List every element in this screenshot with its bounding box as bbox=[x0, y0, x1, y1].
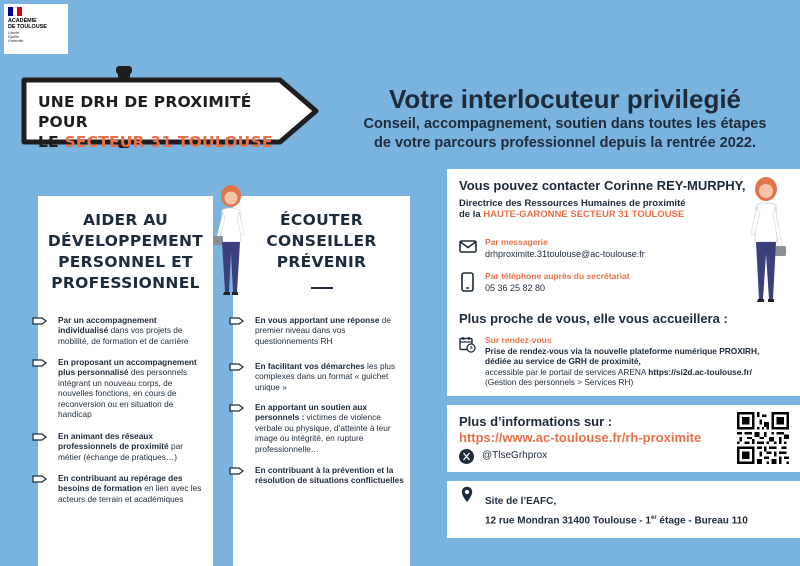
mail-label: Par messagerie bbox=[485, 237, 548, 247]
phone-number[interactable]: 05 36 25 82 80 bbox=[485, 283, 546, 293]
rdv-label: Sur rendez-vous bbox=[485, 335, 552, 345]
list-item: En animant des réseaux professionnels de proximité par métier (échange de pratiques…) bbox=[58, 431, 183, 462]
social-handle-link[interactable]: @TlseGrhprox bbox=[482, 450, 548, 461]
list-item: En proposant un accompagnement plus personnalisé des personnels intégrant un nouveau corps, de nouvelles fonctions, en cours de reconversion ou en situation de handicap bbox=[58, 357, 197, 420]
card-ecouter-heading: ÉCOUTER CONSEILLER PRÉVENIR bbox=[266, 211, 377, 271]
contact-role: Directrice des Ressources Humaines de proximité de la HAUTE-GARONNE SECTEUR 31 TOULOUSE bbox=[459, 198, 686, 220]
address-text: Site de l’EAFC, 12 rue Mondran 31400 Toulouse - 1er étage - Bureau 110 bbox=[485, 496, 748, 527]
bullet-tag-icon bbox=[32, 475, 47, 483]
info-url-link[interactable]: https://www.ac-toulouse.fr/rh-proximite bbox=[459, 430, 702, 445]
x-twitter-icon bbox=[459, 449, 474, 464]
list-item: En facilitant vos démarches les plus complexes dans un format « guichet unique » bbox=[255, 361, 396, 392]
signpost-cap bbox=[116, 66, 132, 74]
main-title: Votre interlocuteur privilegié bbox=[388, 84, 742, 114]
heading-divider bbox=[311, 287, 333, 289]
info-heading: Plus d’informations sur : bbox=[459, 414, 613, 429]
closer-heading: Plus proche de vous, elle vous accueillera : bbox=[459, 311, 728, 326]
bullet-tag-icon bbox=[229, 317, 244, 325]
academie-logo bbox=[4, 4, 68, 54]
mail-link[interactable]: drhproximite.31toulouse@ac-toulouse.fr bbox=[485, 249, 645, 259]
bullet-tag-icon bbox=[32, 317, 47, 325]
card-aider-heading: AIDER AU DÉVELOPPEMENT PERSONNEL ET PROFESSIONNEL bbox=[47, 211, 204, 292]
bullet-tag-icon bbox=[32, 359, 47, 367]
contact-heading: Vous pouvez contacter Corinne REY-MURPHY, bbox=[459, 178, 746, 193]
sign-line2: LE SECTEUR 31 TOULOUSE bbox=[38, 133, 273, 151]
phone-icon bbox=[461, 272, 474, 292]
logo-line1: ACADÉMIE bbox=[8, 18, 37, 24]
qr-code-icon bbox=[737, 412, 789, 464]
signpost-text bbox=[38, 92, 298, 152]
list-item: Par un accompagnement individualisé dans vos projets de mobilité, de formation et de carrière bbox=[58, 315, 189, 346]
calendar-clock-icon bbox=[459, 336, 476, 353]
bullet-tag-icon bbox=[229, 404, 244, 412]
list-item: En vous apportant une réponse de premier niveau dans vos questionnements RH bbox=[255, 315, 392, 346]
french-flag-icon bbox=[8, 7, 22, 16]
woman-illustration bbox=[210, 184, 252, 302]
logo-motto: Liberté Égalité Fraternité bbox=[8, 31, 24, 43]
arena-link[interactable]: https://si2d.ac-toulouse.fr/ bbox=[648, 366, 752, 377]
sign-line1: UNE DRH DE PROXIMITÉ POUR bbox=[38, 93, 252, 131]
phone-label: Par téléphone auprès du secrétariat bbox=[485, 271, 630, 281]
main-subtitle: Conseil, accompagnement, soutien dans toutes les étapes de votre parcours professionnel depuis la rentrée 2022. bbox=[363, 116, 767, 151]
location-pin-icon bbox=[461, 486, 473, 503]
woman-illustration bbox=[742, 176, 788, 310]
list-item: En contribuant au repérage des besoins de formation en lien avec les acteurs de terrain et académiques bbox=[58, 473, 202, 504]
rdv-details: Prise de rendez-vous via la nouvelle plateforme numérique PROXIRH, dédiée au service de GRH de proximité, accessible par le portail de services ARENA https://si2d.ac-toulouse.fr/ (Gestion des personnels > Services RH) bbox=[485, 346, 760, 387]
bullet-tag-icon bbox=[229, 363, 244, 371]
logo-line2: DE TOULOUSE bbox=[8, 24, 47, 30]
mail-icon bbox=[459, 240, 477, 253]
list-item: En apportant un soutien aux personnels : victimes de violence verbale ou physique, d’atteinte à leur image ou intégrité, en rupture professionnelle… bbox=[255, 402, 391, 454]
list-item: En contribuant à la prévention et la résolution de situations conflictuelles bbox=[255, 465, 404, 486]
bullet-tag-icon bbox=[229, 467, 244, 475]
bullet-tag-icon bbox=[32, 433, 47, 441]
